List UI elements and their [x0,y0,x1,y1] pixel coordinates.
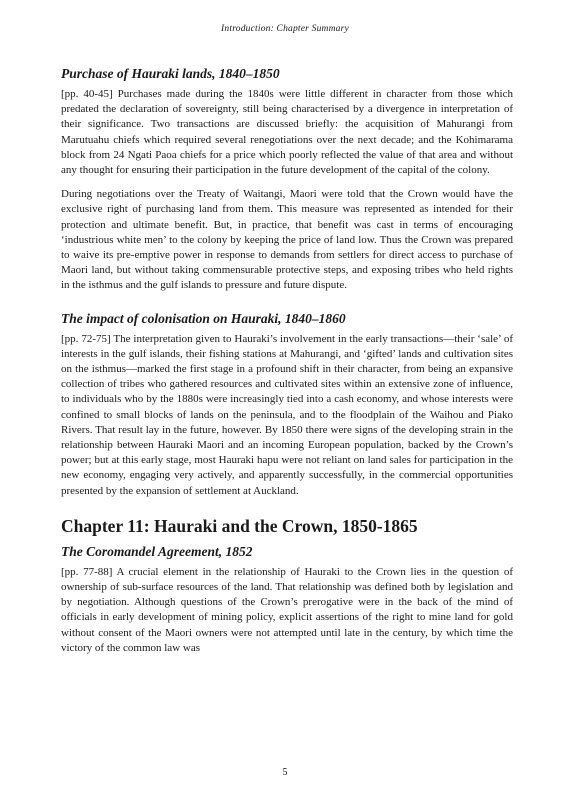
paragraph: [pp. 40-45] Purchases made during the 1840s were little different in character from those which predated the declaration of sovereignty, still being characterised by a divergence in interpretation of their significance. Two transactions are discussed briefly: the acquisition of Mahurangi from Marutuahu chiefs which required several renegotiations over the next decade; and the Kohimarama block from 24 Ngati Paoa chiefs for a price which poorly reflected the value of that area and without any thought for ensuring their participation in the future development of the capital of the colony. [61,88,513,177]
running-head: Introduction: Chapter Summary [221,24,349,34]
paragraph: During negotiations over the Treaty of Waitangi, Maori were told that the Crown would have the exclusive right of purchasing land from them. This measure was represented as intended for their protection and ultimate benefit. But, in practice, that benefit was cast in terms of encouraging ‘industrious white men’ to the colony by keeping the price of land low. Thus the Crown was prepared to waive its pre-emptive power in response to demands from settlers for direct access to purchase of Maori land, but without taking commensurable protective steps, and exposing tribes who held rights in the isthmus and the gulf islands to pressure and future dispute. [61,188,513,292]
page-body [61,64,513,665]
paragraph: [pp. 72-75] The interpretation given to Hauraki’s involvement in the early transactions—their ‘sale’ of interests in the gulf islands, their fishing stations at Mahurangi, and ‘gifted’ lands and cultivation sites on the isthmus—marked the first stage in a profound shift in their character, from being an expansive collection of tribes who gathered resources and cultivated sites within an extensive zone of influence, to individuals who by the 1880s were increasingly tied into a cash economy, and whose interests were confined to small blocks of lands on the peninsula, and to the floodplain of the Waihou and Piako Rivers. That result lay in the future, however. By 1850 there were signs of the developing strain in the relationship between Hauraki Maori and an incoming European population, backed by the Crown’s power; but at this early stage, most Hauraki hapu were not reliant on land sales for participation in the new economy, engaging very actively, and apparently successfully, in the commercial opportunities presented by the expansion of settlement at Auckland. [61,332,513,497]
section-heading-coromandel: The Coromandel Agreement, 1852 [61,543,253,559]
paragraph: [pp. 77-88] A crucial element in the relationship of Hauraki to the Crown lies in the question of ownership of sub-surface resources of the land. That relationship was defined both by legislation and by negotiation. Although questions of the Crown’s prerogative were in the back of the mind of officials in early development of mining policy, explicit assertions of the right to mine land for gold without consent of the Maori owners were not attempted until late in the century, by which time the victory of the common law was [61,565,513,654]
section-heading-impact: The impact of colonisation on Hauraki, 1840–1860 [61,310,346,326]
section-heading-purchase: Purchase of Hauraki lands, 1840–1850 [61,66,280,81]
chapter-heading: Chapter 11: Hauraki and the Crown, 1850-1865 [61,515,418,536]
page-number: 5 [282,767,288,778]
